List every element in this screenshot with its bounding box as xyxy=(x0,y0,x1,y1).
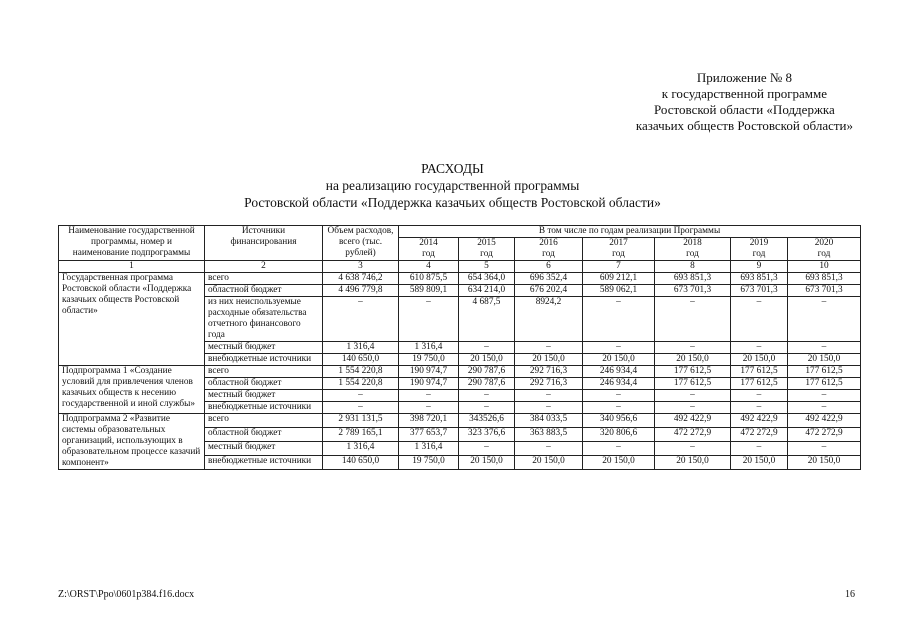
header-year-0 xyxy=(399,238,459,261)
amount-cell: 4 496 779,8 xyxy=(323,285,399,297)
amount-cell: 177 612,5 xyxy=(788,378,861,390)
amount-cell: – xyxy=(655,390,731,402)
table-row xyxy=(59,414,861,428)
header-year-value: 2018 xyxy=(683,238,702,248)
header-year-5 xyxy=(731,238,788,261)
amount-cell: – xyxy=(583,342,655,354)
column-index-4: 5 xyxy=(459,261,515,273)
amount-cell: – xyxy=(788,402,861,414)
table-row xyxy=(59,366,861,378)
amount-cell: 676 202,4 xyxy=(515,285,583,297)
header-volume: Объем расходов, всего (тыс. рублей) xyxy=(323,226,399,261)
amount-cell: 320 806,6 xyxy=(583,428,655,442)
amount-cell: 246 934,4 xyxy=(583,366,655,378)
amount-cell: – xyxy=(459,342,515,354)
funding-source: местный бюджет xyxy=(205,442,323,456)
amount-cell: – xyxy=(399,390,459,402)
amount-cell: 384 033,5 xyxy=(515,414,583,428)
document-heading xyxy=(0,160,905,211)
header-year-value: 2015 xyxy=(477,238,496,248)
amount-cell: 20 150,0 xyxy=(515,354,583,366)
amount-cell: – xyxy=(788,342,861,354)
amount-cell: – xyxy=(788,390,861,402)
funding-source: внебюджетные источники xyxy=(205,402,323,414)
amount-cell: – xyxy=(583,297,655,342)
amount-cell: 492 422,9 xyxy=(788,414,861,428)
amount-cell: 20 150,0 xyxy=(655,456,731,470)
amount-cell: 693 851,3 xyxy=(788,273,861,285)
column-index-7: 8 xyxy=(655,261,731,273)
header-year-value: 2017 xyxy=(609,238,628,248)
header-year-value: 2019 xyxy=(749,238,769,248)
amount-cell: – xyxy=(583,390,655,402)
amount-cell: 673 701,3 xyxy=(788,285,861,297)
amount-cell: 177 612,5 xyxy=(731,378,788,390)
appendix-line-1: Приложение № 8 xyxy=(696,70,792,85)
amount-cell: 2 931 131,5 xyxy=(323,414,399,428)
amount-cell: – xyxy=(583,442,655,456)
amount-cell: – xyxy=(655,442,731,456)
amount-cell: 654 364,0 xyxy=(459,273,515,285)
amount-cell: 693 851,3 xyxy=(731,273,788,285)
amount-cell: 20 150,0 xyxy=(655,354,731,366)
program-name: Государственная программа Ростовской области «Поддержка казачьих обществ Ростовской области» xyxy=(59,273,205,366)
funding-source: всего xyxy=(205,273,323,285)
column-index-2: 3 xyxy=(323,261,399,273)
amount-cell: – xyxy=(583,402,655,414)
amount-cell: – xyxy=(731,297,788,342)
funding-source: всего xyxy=(205,366,323,378)
amount-cell: 246 934,4 xyxy=(583,378,655,390)
amount-cell: 673 701,3 xyxy=(655,285,731,297)
amount-cell: 472 272,9 xyxy=(655,428,731,442)
heading-subtitle-2: Ростовской области «Поддержка казачьих обществ Ростовской области» xyxy=(244,195,661,210)
amount-cell: 8924,2 xyxy=(515,297,583,342)
amount-cell: 609 212,1 xyxy=(583,273,655,285)
heading-subtitle-1: на реализацию государственной программы xyxy=(325,178,580,193)
amount-cell: 2 789 165,1 xyxy=(323,428,399,442)
amount-cell: – xyxy=(515,442,583,456)
amount-cell: 589 809,1 xyxy=(399,285,459,297)
appendix-line-3: Ростовской области «Поддержка xyxy=(654,102,835,117)
amount-cell: 140 650,0 xyxy=(323,456,399,470)
column-index-0: 1 xyxy=(59,261,205,273)
amount-cell: 20 150,0 xyxy=(788,354,861,366)
amount-cell: – xyxy=(459,390,515,402)
page-number: 16 xyxy=(845,589,855,600)
index-row xyxy=(59,261,861,273)
amount-cell: – xyxy=(323,390,399,402)
amount-cell: 20 150,0 xyxy=(459,456,515,470)
amount-cell: 472 272,9 xyxy=(788,428,861,442)
header-year-unit: год xyxy=(686,249,699,259)
amount-cell: – xyxy=(655,402,731,414)
amount-cell: 1 316,4 xyxy=(323,442,399,456)
amount-cell: 343526,6 xyxy=(459,414,515,428)
amount-cell: 1 554 220,8 xyxy=(323,378,399,390)
header-year-1 xyxy=(459,238,515,261)
amount-cell: 589 062,1 xyxy=(583,285,655,297)
funding-source: внебюджетные источники xyxy=(205,354,323,366)
header-year-value: 2016 xyxy=(539,238,558,248)
header-year-unit: год xyxy=(752,249,766,259)
funding-source: местный бюджет xyxy=(205,342,323,354)
funding-source: местный бюджет xyxy=(205,390,323,402)
amount-cell: 290 787,6 xyxy=(459,378,515,390)
funding-source: областной бюджет xyxy=(205,378,323,390)
appendix-line-2: к государственной программе xyxy=(661,86,828,101)
amount-cell: 19 750,0 xyxy=(399,354,459,366)
amount-cell: 190 974,7 xyxy=(399,378,459,390)
amount-cell: 177 612,5 xyxy=(655,378,731,390)
amount-cell: – xyxy=(731,402,788,414)
amount-cell: – xyxy=(731,390,788,402)
amount-cell: – xyxy=(731,442,788,456)
amount-cell: 20 150,0 xyxy=(731,456,788,470)
header-year-value: 2020 xyxy=(814,238,834,248)
amount-cell: 177 612,5 xyxy=(788,366,861,378)
amount-cell: – xyxy=(731,342,788,354)
amount-cell: 1 316,4 xyxy=(323,342,399,354)
program-name: Подпрограмма 1 «Создание условий для привлечения членов казачьих обществ к несению государственной и иной службы» xyxy=(59,366,205,414)
amount-cell: 20 150,0 xyxy=(459,354,515,366)
amount-cell: 140 650,0 xyxy=(323,354,399,366)
amount-cell: – xyxy=(399,297,459,342)
amount-cell: 190 974,7 xyxy=(399,366,459,378)
amount-cell: – xyxy=(788,297,861,342)
column-index-3: 4 xyxy=(399,261,459,273)
amount-cell: 693 851,3 xyxy=(655,273,731,285)
program-name: Подпрограмма 2 «Развитие системы образовательных организаций, использующих в образовательном процессе казачий компонент» xyxy=(59,414,205,470)
amount-cell: 4 687,5 xyxy=(459,297,515,342)
table-row xyxy=(59,273,861,285)
amount-cell: – xyxy=(459,402,515,414)
funding-source: всего xyxy=(205,414,323,428)
column-index-5: 6 xyxy=(515,261,583,273)
header-year-3 xyxy=(583,238,655,261)
amount-cell: – xyxy=(655,297,731,342)
appendix-line-4: казачьих обществ Ростовской области» xyxy=(635,118,853,133)
amount-cell: – xyxy=(515,402,583,414)
amount-cell: – xyxy=(323,402,399,414)
amount-cell: 492 422,9 xyxy=(731,414,788,428)
amount-cell: – xyxy=(655,342,731,354)
amount-cell: 177 612,5 xyxy=(655,366,731,378)
amount-cell: 20 150,0 xyxy=(583,354,655,366)
heading-title: РАСХОДЫ xyxy=(421,161,484,176)
header-year-unit: год xyxy=(542,249,555,259)
file-path: Z:\ORST\Ppo\0601p384.f16.docx xyxy=(58,589,195,600)
amount-cell: 20 150,0 xyxy=(788,456,861,470)
funding-source: внебюджетные источники xyxy=(205,456,323,470)
amount-cell: 673 701,3 xyxy=(731,285,788,297)
funding-source: областной бюджет xyxy=(205,428,323,442)
amount-cell: 292 716,3 xyxy=(515,378,583,390)
amount-cell: 20 150,0 xyxy=(583,456,655,470)
amount-cell: – xyxy=(399,402,459,414)
amount-cell: 634 214,0 xyxy=(459,285,515,297)
header-year-unit: год xyxy=(817,249,831,259)
header-year-unit: год xyxy=(422,249,435,259)
column-index-8: 9 xyxy=(731,261,788,273)
column-index-1: 2 xyxy=(205,261,323,273)
header-year-unit: год xyxy=(480,249,493,259)
funding-source: из них неиспользуемые расходные обязательства отчетного финансового года xyxy=(205,297,323,342)
appendix-block xyxy=(636,70,853,134)
header-year-4 xyxy=(655,238,731,261)
amount-cell: 1 554 220,8 xyxy=(323,366,399,378)
header-year-unit: год xyxy=(612,249,625,259)
amount-cell: – xyxy=(459,442,515,456)
column-index-6: 7 xyxy=(583,261,655,273)
amount-cell: 610 875,5 xyxy=(399,273,459,285)
amount-cell: 1 316,4 xyxy=(399,342,459,354)
header-year-value: 2014 xyxy=(419,238,438,248)
amount-cell: – xyxy=(515,390,583,402)
header-years-group: В том числе по годам реализации Программы xyxy=(399,226,861,238)
amount-cell: – xyxy=(323,297,399,342)
header-row-1 xyxy=(59,226,861,238)
amount-cell: 177 612,5 xyxy=(731,366,788,378)
column-index-9: 10 xyxy=(788,261,861,273)
amount-cell: 20 150,0 xyxy=(731,354,788,366)
amount-cell: 20 150,0 xyxy=(515,456,583,470)
amount-cell: – xyxy=(515,342,583,354)
amount-cell: 290 787,6 xyxy=(459,366,515,378)
amount-cell: 323 376,6 xyxy=(459,428,515,442)
header-name: Наименование государственной программы, номер и наименование подпрограммы xyxy=(59,226,205,261)
amount-cell: 472 272,9 xyxy=(731,428,788,442)
amount-cell: – xyxy=(788,442,861,456)
header-source: Источники финансирования xyxy=(205,226,323,261)
amount-cell: 398 720,1 xyxy=(399,414,459,428)
header-year-6 xyxy=(788,238,861,261)
amount-cell: 340 956,6 xyxy=(583,414,655,428)
amount-cell: 19 750,0 xyxy=(399,456,459,470)
header-year-2 xyxy=(515,238,583,261)
amount-cell: 4 638 746,2 xyxy=(323,273,399,285)
amount-cell: 696 352,4 xyxy=(515,273,583,285)
amount-cell: 492 422,9 xyxy=(655,414,731,428)
amount-cell: 363 883,5 xyxy=(515,428,583,442)
amount-cell: 1 316,4 xyxy=(399,442,459,456)
funding-source: областной бюджет xyxy=(205,285,323,297)
amount-cell: 377 653,7 xyxy=(399,428,459,442)
expenses-table xyxy=(58,225,861,470)
amount-cell: 292 716,3 xyxy=(515,366,583,378)
